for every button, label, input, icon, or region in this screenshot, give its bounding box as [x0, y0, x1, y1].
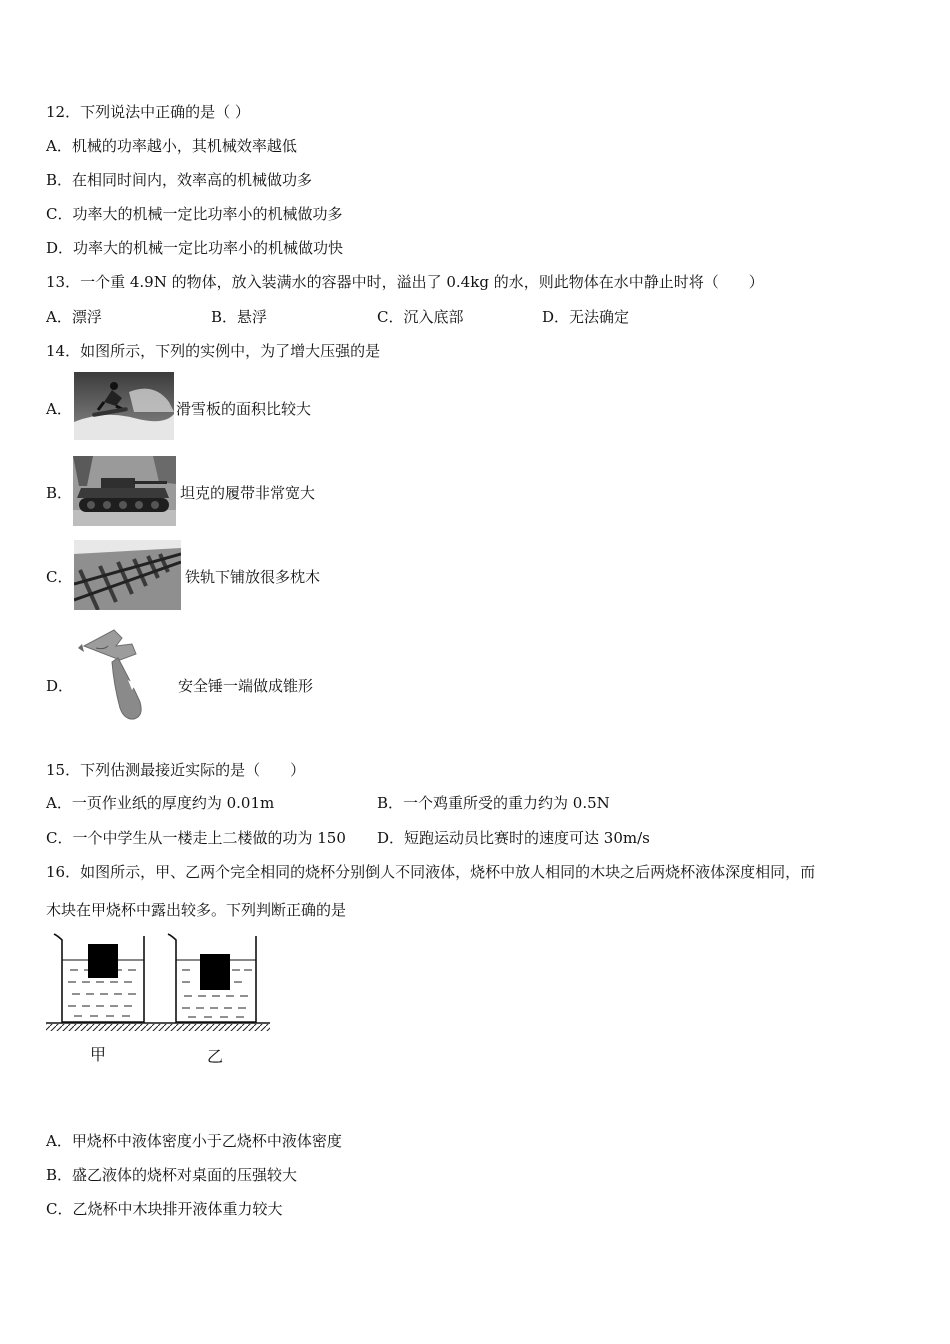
q13-option-b: B．悬浮 — [211, 308, 268, 326]
q16-stem-line1: 16．如图所示，甲、乙两个完全相同的烧杯分别倒人不同液体，烧杯中放人相同的木块之后两烧杯液体深度相同，而 — [46, 863, 816, 881]
q12-option-c: C．功率大的机械一定比功率小的机械做功多 — [46, 205, 343, 223]
q14-stem: 14．如图所示，下列的实例中，为了增大压强的是 — [46, 342, 381, 360]
beaker-jia — [54, 934, 144, 1022]
q13-option-a: A．漂浮 — [46, 308, 102, 326]
q13-stem: 13．一个重 4.9N 的物体，放入装满水的容器中时，溢出了 0.4kg 的水，则此物体在水中静止时将（ ） — [46, 273, 764, 291]
q14-option-a — [46, 372, 366, 442]
q15-option-d: D．短跑运动员比赛时的速度可达 30m/s — [377, 829, 650, 847]
beakers-drawing — [44, 930, 274, 1034]
q14-option-caption: 坦克的履带非常宽大 — [180, 484, 316, 502]
q15-stem: 15．下列估测最接近实际的是（ ） — [46, 761, 306, 779]
q16-option-b: B．盛乙液体的烧杯对桌面的压强较大 — [46, 1166, 298, 1184]
q12-option-d: D．功率大的机械一定比功率小的机械做功快 — [46, 239, 344, 257]
q12-option-a: A．机械的功率越小，其机械效率越低 — [46, 137, 297, 155]
q14-option-caption: 滑雪板的面积比较大 — [176, 400, 312, 418]
q14-option-letter: A． — [46, 400, 72, 418]
q12-option-b: B．在相同时间内，效率高的机械做功多 — [46, 171, 313, 189]
q13-options — [46, 307, 746, 327]
q14-option-caption: 铁轨下铺放很多枕木 — [185, 568, 321, 586]
q14-option-caption: 安全锤一端做成锥形 — [178, 677, 314, 695]
beaker-label-yi: 乙 — [207, 1047, 224, 1066]
beaker-yi — [168, 934, 256, 1022]
safety-hammer-picture — [74, 624, 174, 722]
q14-option-d — [46, 624, 366, 724]
q16-option-a: A．甲烧杯中液体密度小于乙烧杯中液体密度 — [46, 1132, 342, 1150]
q16-option-c: C．乙烧杯中木块排开液体重力较大 — [46, 1200, 283, 1218]
q14-option-letter: D． — [46, 677, 74, 695]
q12-stem: 12．下列说法中正确的是（ ） — [46, 103, 250, 121]
railway-photo — [74, 540, 181, 610]
q15-option-c: C．一个中学生从一楼走上二楼做的功为 150 — [46, 829, 346, 847]
q15-option-a: A．一页作业纸的厚度约为 0.01m — [46, 794, 275, 812]
snowboarder-photo — [74, 372, 174, 440]
q14-option-b — [46, 456, 366, 526]
q15-options-row2 — [46, 828, 746, 848]
q16-stem-line2: 木块在甲烧杯中露出较多。下列判断正确的是 — [46, 901, 347, 919]
q13-option-c: C．沉入底部 — [377, 308, 464, 326]
beaker-label-jia: 甲 — [90, 1045, 107, 1064]
q14-option-letter: B． — [46, 484, 73, 502]
q14-option-letter: C． — [46, 568, 73, 586]
q14-option-c — [46, 540, 366, 610]
tank-photo — [73, 456, 176, 526]
q15-option-b: B．一个鸡重所受的重力约为 0.5N — [377, 794, 610, 812]
q13-option-d: D．无法确定 — [542, 308, 630, 326]
q15-options-row1 — [46, 793, 746, 813]
beakers-figure — [44, 930, 274, 1070]
